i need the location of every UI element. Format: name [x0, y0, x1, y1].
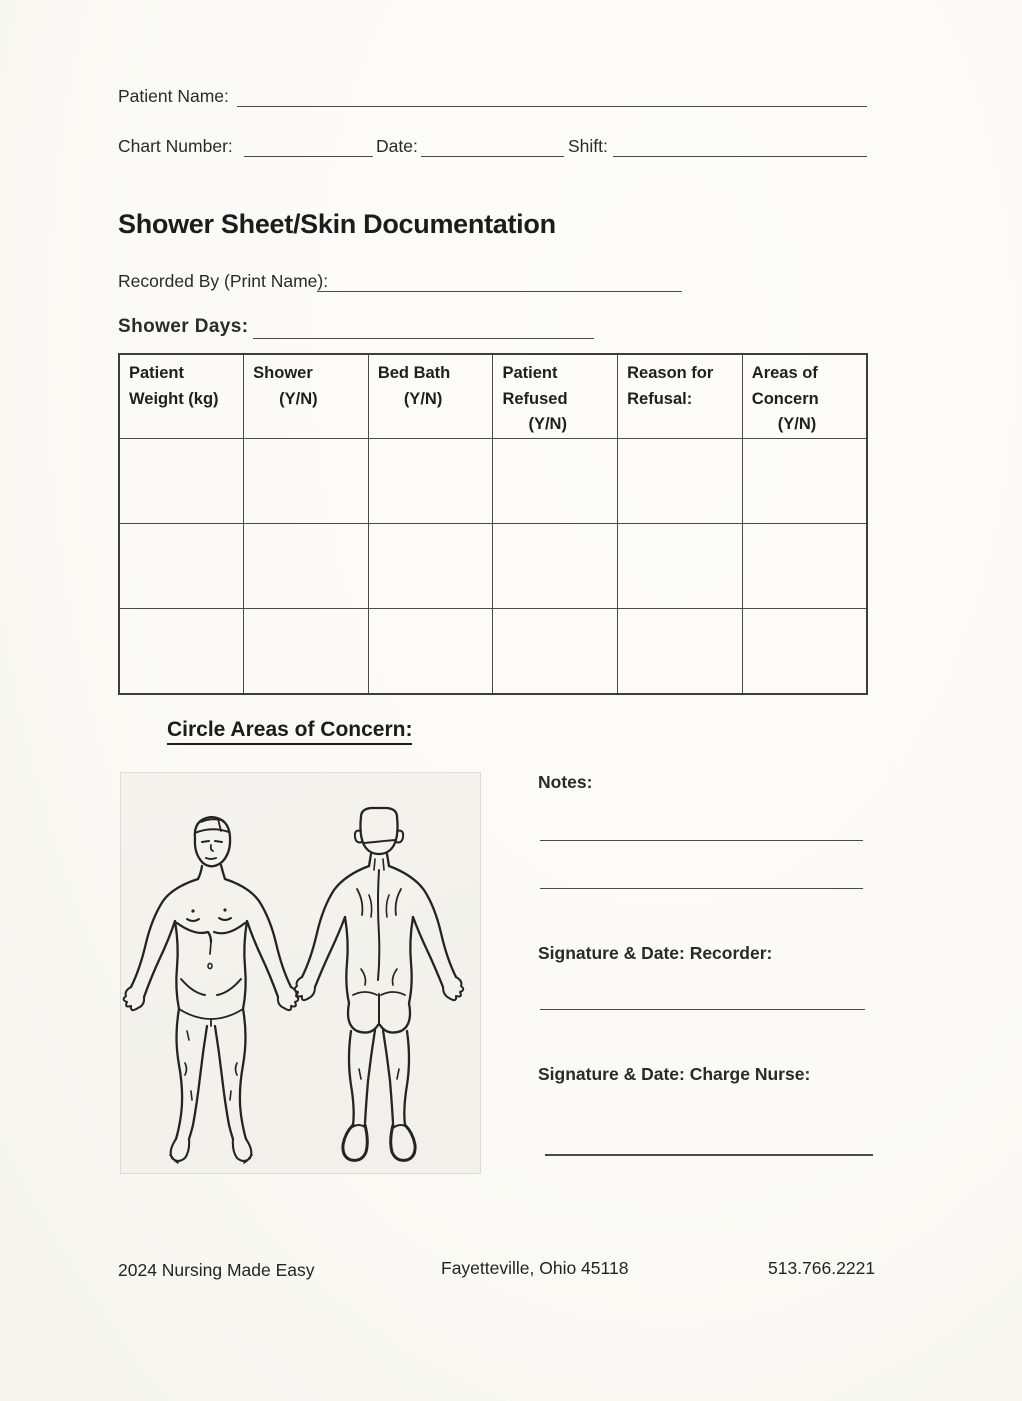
col-header-areas-of-concern [742, 354, 867, 438]
signature-charge-nurse-label: Signature & Date: Charge Nurse: [538, 1064, 811, 1084]
back-figure [295, 808, 464, 1160]
signature-recorder-line [540, 987, 865, 1010]
table-cell [244, 608, 369, 694]
recorded-by-label: Recorded By (Print Name): [118, 271, 329, 291]
notes-line-2 [540, 866, 863, 889]
header-line: Weight (kg) [129, 389, 219, 408]
header-line: Refusal: [627, 389, 693, 408]
shift-line [613, 134, 867, 157]
table-cell [618, 523, 743, 608]
header-line: Patient [502, 364, 558, 382]
table-cell [368, 438, 493, 523]
chart-number-label: Chart Number: [118, 136, 233, 156]
table-cell [119, 608, 244, 694]
table-header-row [119, 354, 867, 438]
table-cell [244, 438, 369, 523]
notes-line-1 [540, 818, 863, 841]
table-row [119, 608, 867, 694]
page-title: Shower Sheet/Skin Documentation [118, 209, 556, 239]
shower-days-label: Shower Days: [118, 316, 249, 337]
shift-label: Shift: [568, 136, 608, 156]
signature-recorder-label: Signature & Date: Recorder: [538, 943, 773, 963]
front-figure [124, 817, 299, 1163]
header-line: Shower [253, 364, 313, 382]
footer-phone: 513.766.2221 [768, 1258, 876, 1278]
header-line: Reason for [627, 364, 714, 382]
notes-label: Notes: [538, 772, 593, 792]
header-line: Bed Bath [377, 364, 451, 382]
header-line: (Y/N) [279, 389, 318, 408]
header-line: (Y/N) [403, 389, 443, 408]
header-line: Refused [502, 389, 568, 408]
table-cell [742, 438, 867, 523]
patient-name-label: Patient Name: [118, 86, 229, 106]
table-cell [618, 608, 743, 694]
col-header-bed-bath [368, 354, 493, 438]
header-line: Patient [129, 364, 185, 382]
footer-address: Fayetteville, Ohio 45118 [441, 1258, 629, 1278]
header-line: (Y/N) [528, 415, 567, 434]
table-cell [368, 608, 493, 694]
body-diagram [120, 772, 481, 1174]
header-line: Areas of [751, 364, 818, 382]
table-cell [493, 523, 618, 608]
header-line: Concern [751, 389, 819, 408]
col-header-shower [244, 354, 369, 438]
col-header-reason-for-refusal [618, 354, 743, 438]
col-header-patient-weight [119, 354, 244, 438]
table-cell [119, 523, 244, 608]
table-row [119, 523, 867, 608]
chart-number-line [244, 134, 373, 157]
header-line: (Y/N) [777, 415, 817, 434]
footer-company: 2024 Nursing Made Easy [118, 1260, 315, 1280]
patient-name-line [237, 84, 867, 107]
date-line [421, 134, 564, 157]
table-cell [493, 438, 618, 523]
table-cell [244, 523, 369, 608]
table-cell [368, 523, 493, 608]
date-label: Date: [376, 136, 418, 156]
circle-areas-heading: Circle Areas of Concern: [167, 718, 412, 745]
body-diagram-image [121, 773, 480, 1173]
table-cell [119, 438, 244, 523]
col-header-patient-refused [493, 354, 618, 438]
signature-charge-nurse-line [545, 1132, 873, 1156]
table-cell [742, 608, 867, 694]
table-cell [742, 523, 867, 608]
table-cell [493, 608, 618, 694]
table-cell [618, 438, 743, 523]
shower-documentation-table [118, 353, 868, 695]
recorded-by-line [317, 269, 682, 292]
shower-days-line [253, 316, 594, 339]
table-row [119, 438, 867, 523]
